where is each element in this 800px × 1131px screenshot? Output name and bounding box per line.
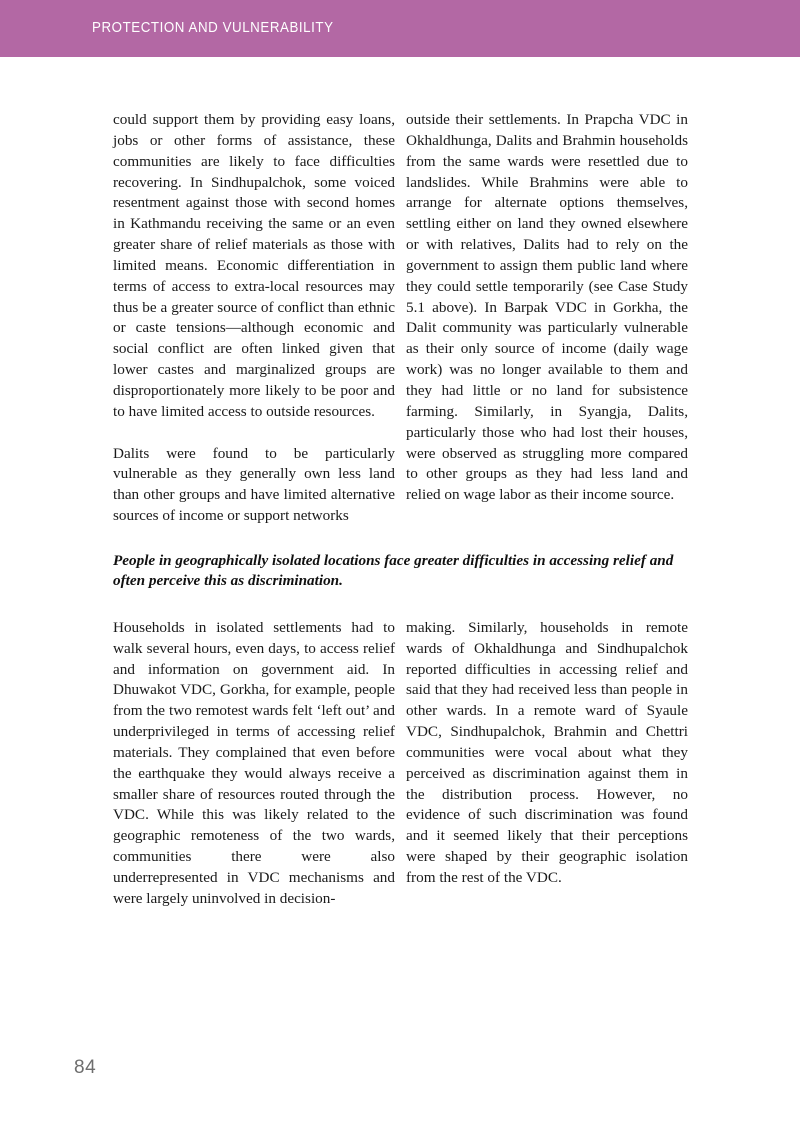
paragraph: making. Similarly, households in remote wards of Okhaldhunga and Sindhupalchok reported difficulties in accessing relief and said that they had received less than people in other wards. In a remote ward of Syaule VDC, Sindhupalchok, Brahmin and Chettri communities were vocal about what they perceived as discrimination against them in the distribution process. However, no evidence of such discrimination was found and it seemed likely that their perceptions were shaped by their geographic isolation from the rest of the VDC. (406, 618, 688, 886)
section-geographic-isolation (113, 618, 688, 910)
column-left (113, 110, 395, 527)
paragraph: Dalits were found to be particularly vulnerable as they generally own less land than other groups and have limited alternative sources of income or support networks (113, 444, 395, 525)
running-header-band (0, 0, 800, 57)
page-content (113, 110, 688, 910)
section-economic-differentiation (113, 110, 688, 527)
running-header-title: PROTECTION AND VULNERABILITY (92, 20, 334, 36)
page-number: 84 (74, 1057, 97, 1078)
paragraph: could support them by providing easy loans, jobs or other forms of assistance, these communities are likely to face difficulties recovering. In Sindhupalchok, some voiced resentment against those with second homes in Kathmandu receiving the same or an even greater share of relief materials as those with limited means. Economic differentiation in terms of access to extra-local resources may thus be a greater source of conflict than ethnic or caste tensions—although economic and social conflict are often linked given that lower castes and marginalized groups are disproportionately more likely to be poor and to have limited access to outside resources. (113, 111, 395, 420)
column-right (406, 110, 688, 506)
paragraph: outside their settlements. In Prapcha VDC in Okhaldhunga, Dalits and Brahmin households from the same wards were resettled due to landslides. While Brahmins were able to arrange for alternate options themselves, settling either on land they owned elsewhere or with relatives, Dalits had to rely on the government to assign them public land where they could settle temporarily (see Case Study 5.1 above). In Barpak VDC in Gorkha, the Dalit community was particularly vulnerable as their only source of income (daily wage work) was no longer available to them and they had little or no land for subsistence farming. Similarly, in Syangja, Dalits, particularly those who had lost their houses, were observed as struggling more compared to other groups as they had less land and relied on wage labor as their income source. (406, 111, 688, 504)
column-right (406, 618, 688, 889)
paragraph: Households in isolated settlements had to walk several hours, even days, to access relief and information on government aid. In Dhuwakot VDC, Gorkha, for example, people from the two remotest wards felt ‘left out’ and underprivileged in terms of accessing relief materials. They complained that even before the earthquake they would always receive a smaller share of resources routed through the VDC. While this was likely related to the geographic remoteness of the two wards, communities there were also underrepresented in VDC mechanisms and were largely uninvolved in decision- (113, 618, 395, 907)
section-subheading: People in geographically isolated locations face greater difficulties in accessing relief and often perceive this as discrimination. (113, 551, 674, 590)
column-left (113, 618, 395, 910)
spacer (113, 592, 688, 618)
